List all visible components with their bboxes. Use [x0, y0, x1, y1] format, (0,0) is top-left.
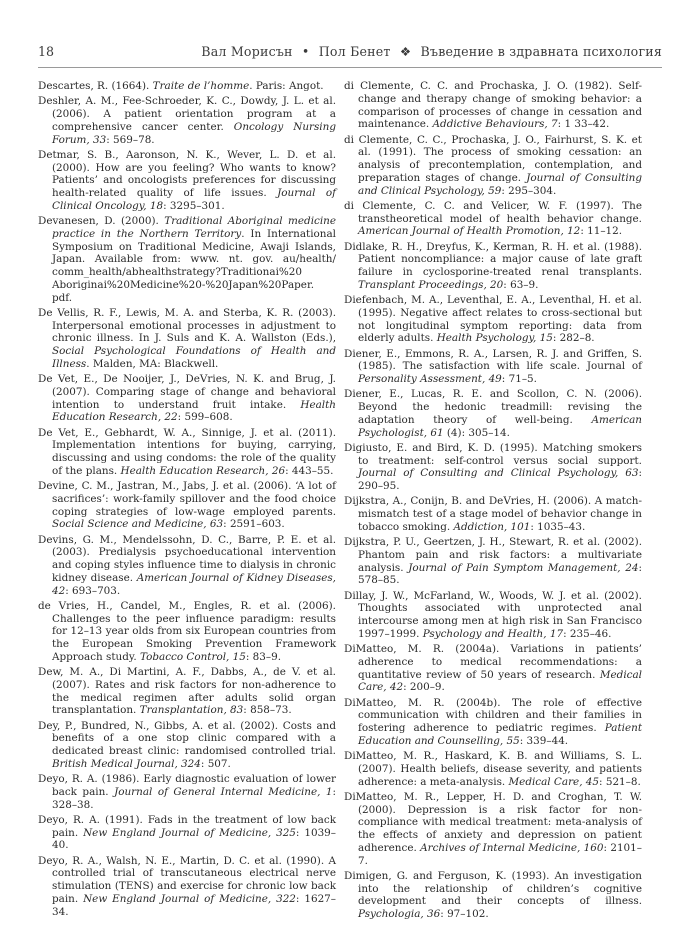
reference-source: Journal of Consulting and Clinical Psychology, 63 [358, 467, 639, 480]
reference-entry [344, 348, 642, 386]
reference-source: Personality Assessment, 49 [358, 373, 502, 385]
reference-entry [38, 95, 336, 146]
reference-text: Digiusto, E. and Bird, K. D. (1995). Matching smokers to treatment: self-control versus social support. [344, 441, 642, 467]
reference-entry [38, 534, 336, 598]
reference-text: Dimigen, G. and Ferguson, K. (1993). An investigation into the relationship of children’s cognitive development and their concepts of illness. [344, 869, 642, 908]
reference-tail: : 295–304. [501, 184, 557, 197]
header-rule [38, 67, 662, 68]
reference-text: Diefenbach, M. A., Leventhal, E. A., Leventhal, H. et al. (1995). Negative affect relates to cross-sectional but not longitudinal symptom reporting: data from elderly adults. [344, 294, 642, 345]
reference-text: De Vet, E., Gebhardt, W. A., Sinnige, J. et al. (2011). Implementation intentions for buying, carrying, discussing and using condoms: the role of the quality of the plans. [38, 426, 336, 477]
reference-tail: : 521–8. [599, 775, 641, 788]
reference-tail: . Paris: Angot. [249, 80, 324, 92]
reference-tail: : 599–608. [177, 411, 233, 424]
reference-entry [344, 697, 642, 748]
reference-source: Journal of Pain Symptom Management, 24 [408, 561, 639, 574]
reference-entry [344, 536, 642, 587]
reference-source: Tobacco Control, 15 [139, 650, 246, 663]
reference-text: Diener, E., Emmons, R. A., Larsen, R. J. and Griffen, S. (1985). The satisfaction with life scale. Journal of [344, 347, 642, 373]
running-header [38, 44, 662, 64]
reference-text: Dillay, J. W., McFarland, W., Woods, W. J. et al. (2002). Thoughts associated with unprotected anal intercourse among men at high risk in San Francisco 1997–1999. [344, 589, 642, 640]
reference-text: Deyo, R. A., Walsh, N. E., Martin, D. C. et al. (1990). A controlled trial of transcutaneous electrical nerve stimulation (TENS) and exercise for chronic low back pain. [38, 854, 336, 905]
reference-tail: : 97–102. [440, 908, 489, 920]
reference-tail: : 1 33–42. [557, 118, 610, 131]
reference-entry [38, 600, 336, 664]
reference-entry [38, 814, 336, 852]
page-number: 18 [38, 44, 55, 59]
reference-source: Psychologia, 36 [358, 908, 441, 920]
reference-entry [38, 855, 336, 919]
reference-tail: : 1627–34. [52, 892, 336, 918]
reference-entry [38, 149, 336, 213]
reference-source: Medical Care, 42 [358, 668, 642, 694]
reference-source: Transplant Proceedings, 20 [358, 278, 504, 291]
reference-entry [38, 373, 336, 424]
reference-entry [38, 427, 336, 478]
reference-source: Addictive Behaviours, 7 [432, 118, 558, 131]
author-1: Вал Морисън [201, 44, 293, 59]
reference-tail: : 1039–40. [52, 826, 336, 852]
reference-tail: (4): 305–14. [443, 426, 510, 439]
reference-source: American Journal of Kidney Diseases, 42 [52, 571, 336, 597]
reference-source: Social Psychological Foundations of Health and Illness [52, 345, 336, 370]
reference-tail: . Malden, MA: Blackwell. [86, 357, 219, 370]
reference-column-right [344, 80, 642, 923]
reference-tail: : 200–9. [403, 681, 445, 694]
reference-source: American Psychologist, 61 [358, 413, 642, 439]
reference-entry [344, 870, 642, 921]
reference-tail: : 11–12. [580, 225, 623, 238]
reference-tail: : 328–38. [52, 785, 337, 811]
reference-text: Didlake, R. H., Dreyfus, K., Kerman, R. H. et al. (1988). Patient noncompliance: a major cause of late graft failure in cyclosporine-treated renal transplants. [344, 240, 642, 278]
reference-source: Journal of Consulting and Clinical Psychology, 59 [358, 171, 642, 197]
reference-source: Health Psychology, 15 [436, 332, 553, 345]
reference-text: Diener, E., Lucas, R. E. and Scollon, C. N. (2006). Beyond the hedonic treadmill: revising the adaptation theory of well-being. [344, 388, 642, 426]
reference-text: Detmar, S. B., Aaronson, N. K., Wever, L. D. et al. (2000). How are you feeling? Who wants to know? Patients’ and oncologists preferences for discussing health-related quality of life issues. [38, 148, 336, 199]
author-2: Пол Бенет [318, 44, 391, 59]
reference-tail: : 83–9. [245, 650, 281, 663]
reference-entry [344, 241, 642, 292]
reference-text: di Clemente, C. C. and Velicer, W. F. (1997). The transtheoretical model of health behavior change. [344, 199, 642, 225]
book-title: Въведение в здравната психология [420, 44, 662, 59]
reference-entry [344, 80, 642, 131]
reference-source: Journal of Clinical Oncology, 18 [52, 187, 336, 212]
reference-source: Archives of Internal Medicine, 160 [420, 841, 604, 854]
reference-tail: : 693–703. [65, 584, 121, 597]
reference-source: Traite de l’homme [152, 80, 250, 92]
reference-source: Social Science and Medicine, 63 [52, 518, 224, 531]
reference-source: New England Journal of Medicine, 322 [83, 892, 296, 905]
reference-entry [344, 791, 642, 868]
reference-tail: : 858–73. [243, 704, 292, 717]
reference-text: Devins, G. M., Mendelssohn, D. C., Barre, P. E. et al. (2003). Predialysis psychoeducational intervention and coping styles influence time to dialysis in chronic kidney disease. [38, 533, 336, 584]
reference-text: Deyo, R. A. (1991). Fads in the treatment of low back pain. [38, 813, 336, 839]
reference-source: British Medical Journal, 324 [52, 757, 201, 770]
reference-tail: : 63–9. [503, 278, 539, 291]
reference-entry [344, 750, 642, 788]
reference-tail: : 282–8. [552, 332, 595, 345]
reference-source: Patient Education and Counselling, 55 [358, 722, 642, 747]
reference-entry [38, 720, 336, 771]
reference-text: DiMatteo, M. R. (2004a). Variations in patients’ adherence to medical recommendations: a quantitative review of 50 years of research. [344, 643, 642, 681]
reference-entry [344, 495, 642, 533]
reference-text: DiMatteo, M. R. (2004b). The role of effective communication with children and their families in fostering adherence to pediatric regimes. [344, 696, 642, 734]
reference-entry [344, 294, 642, 345]
reference-text: di Clemente, C. C. and Prochaska, J. O. (1982). Self-change and therapy change of smoking behavior: a comparison of processes of change in cessation and maintenance. [344, 80, 642, 131]
reference-source: Health Education Research, 22 [52, 398, 336, 424]
reference-text: Devanesen, D. (2000). [38, 215, 165, 227]
reference-entry [38, 773, 336, 811]
reference-source: Transplantation, 83 [139, 704, 244, 717]
reference-tail: : 235–46. [563, 627, 612, 640]
reference-entry [344, 200, 642, 238]
reference-text: Dey, P., Bundred, N., Gibbs, A. et al. (2002). Costs and benefits of a one stop clinic compared with a dedicated breast clinic: randomised controlled trial. [38, 719, 336, 757]
reference-entry [344, 134, 642, 198]
reference-source: Journal of General Internal Medicine, 1 [114, 785, 333, 798]
reference-entry [344, 388, 642, 439]
reference-tail: : 290–95. [358, 467, 642, 492]
reference-tail: : 1035–43. [530, 520, 586, 533]
reference-text: Dijkstra, A., Conijn, B. and DeVries, H. (2006). A match-mismatch test of a stage model of behavior change in tobacco smoking. [344, 495, 642, 533]
reference-entry [38, 666, 336, 717]
reference-text: de Vries, H., Candel, M., Engles, R. et al. (2006). Challenges to the peer influence paradigm: results for 12–13 year olds from six European countries from the European Smoking Prevention Framework Approach study. [38, 599, 336, 663]
ornament-icon: ❖ [399, 44, 412, 59]
reference-text: Descartes, R. (1664). [38, 80, 153, 92]
reference-text: Devine, C. M., Jastran, M., Jabs, J. et al. (2006). ‘A lot of sacrifices’: work-family spillover and the food choice coping strategies of low-wage employed parents. [38, 480, 336, 518]
reference-text: DiMatteo, M. R., Haskard, K. B. and Williams, S. L. (2007). Health beliefs, disease severity, and patients adherence: a meta-analysis. [344, 750, 642, 788]
reference-tail: : 443–55. [285, 464, 334, 477]
reference-entry [38, 215, 336, 304]
reference-tail: : 569–78. [106, 133, 155, 146]
reference-text: Deshler, A. M., Fee-Schroeder, K. C., Dowdy, J. L. et al. (2006). A patient orientation program at a comprehensive cancer center. [38, 95, 336, 133]
reference-source: Medical Care, 45 [508, 775, 600, 788]
reference-source: New England Journal of Medicine, 325 [83, 826, 296, 839]
reference-tail: : 339–44. [519, 734, 569, 747]
reference-text: Deyo, R. A. (1986). Early diagnostic evaluation of lower back pain. [38, 773, 336, 798]
reference-text: De Vellis, R. F., Lewis, M. A. and Sterba, K. R. (2003). Interpersonal emotional processes in adjustment to chronic illness. In J. Suls and K. A. Wallston (Eds.), [38, 306, 336, 345]
reference-entry [344, 442, 642, 493]
reference-tail: : 578–85. [358, 561, 642, 587]
running-title [201, 44, 662, 59]
bullet-separator: • [301, 44, 310, 59]
reference-tail: : 71–5. [501, 373, 537, 385]
reference-entry [344, 643, 642, 694]
reference-source: Oncology Nursing Forum, 33 [52, 120, 336, 146]
reference-entry [344, 590, 642, 641]
reference-source: Addiction, 101 [453, 520, 531, 533]
reference-source: Traditional Aboriginal medicine practice in the Northern Territory [52, 215, 336, 240]
reference-entry [38, 307, 336, 371]
reference-source: American Journal of Health Promotion, 12 [358, 225, 581, 238]
reference-tail: : 3295–301. [163, 199, 225, 212]
reference-text: Dijkstra, P. U., Geertzen, J. H., Stewart, R. et al. (2002). Phantom pain and risk factors: a multivariate analysis. [344, 536, 642, 574]
reference-text: De Vet, E., De Nooijer, J., DeVries, N. K. and Brug, J. (2007). Comparing stage of change and behavioral intention to understand fruit intake. [38, 373, 336, 411]
reference-source: Health Education Research, 26 [120, 464, 286, 477]
reference-source: Psychology and Health, 17 [422, 627, 564, 640]
reference-column-left [38, 80, 336, 921]
reference-entry [38, 480, 336, 531]
reference-tail: : 2591–603. [223, 518, 285, 531]
reference-entry [38, 80, 336, 93]
reference-tail: : 2101–7. [358, 841, 642, 867]
reference-text: Dew, M. A., Di Martini, A. F., Dabbs, A., de V. et al. (2007). Rates and risk factors for non-adherence to the medical regimen after adults solid organ transplantation. [38, 666, 336, 717]
reference-tail: . In International Symposium on Traditional Medicine, Awaji Islands, Japan. Available from: www. nt. gov. au/health/ comm_health/abhealthstrategy?Traditionai%20 Aboriginai%20Medicine%20-%20Japan%20Paper. pdf. [52, 227, 336, 304]
reference-tail: : 507. [200, 757, 231, 770]
reference-text: di Clemente, C. C., Prochaska, J. O., Fairhurst, S. K. et al. (1991). The process of smoking cessation: an analysis of precontemplation, contemplation, and preparation stages of change. [344, 133, 642, 184]
reference-text: DiMatteo, M. R., Lepper, H. D. and Croghan, T. W. (2000). Depression is a risk factor for non-compliance with medical treatment: meta-analysis of the effects of anxiety and depression on patient adherence. [344, 790, 642, 854]
